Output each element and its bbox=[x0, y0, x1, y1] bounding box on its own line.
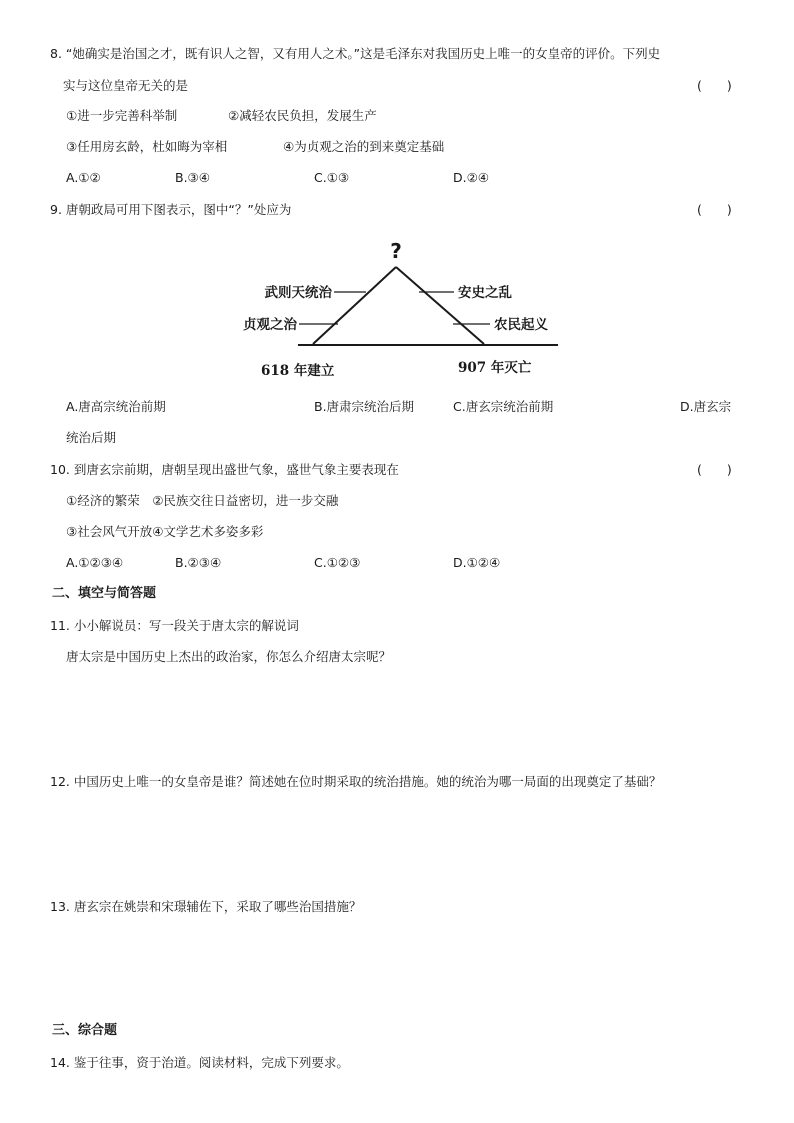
q9-option-c: C.唐玄宗统治前期 bbox=[453, 399, 554, 414]
q10-option-d: D.①②④ bbox=[453, 555, 501, 570]
q8-option-c: C.①③ bbox=[314, 170, 350, 185]
q8-option-d: D.②④ bbox=[453, 170, 490, 185]
q13-stem: 13. 唐玄宗在姚崇和宋璟辅佐下，采取了哪些治国措施？ bbox=[50, 899, 362, 914]
q8-option-b: B.③④ bbox=[175, 170, 210, 185]
q8-item-3: ③任用房玄龄，杜如晦为宰相 bbox=[66, 139, 228, 154]
q8-option-a: A.①② bbox=[66, 170, 101, 185]
q8-stem-line1: 8. “她确实是治国之才，既有识人之智，又有用人之术。”这是毛泽东对我国历史上唯一的女皇帝的评价。下列史 bbox=[50, 46, 661, 61]
q9-option-d-wrap: 统治后期 bbox=[66, 430, 117, 445]
triangle-shape bbox=[298, 267, 558, 345]
q10-option-a: A.①②③④ bbox=[66, 555, 124, 570]
q9-stem: 9. 唐朝政局可用下图表示，图中“？”处应为 bbox=[50, 202, 292, 217]
left-slope bbox=[313, 267, 396, 344]
q8-stem-line2: 实与这位皇帝无关的是 bbox=[63, 78, 189, 93]
diagram-right-upper-label: 安史之乱 bbox=[458, 285, 512, 301]
q10-answer-paren: ( ) bbox=[697, 462, 732, 477]
right-slope bbox=[396, 267, 484, 344]
q11-stem: 11. 小小解说员：写一段关于唐太宗的解说词 bbox=[50, 618, 299, 633]
tang-timeline-diagram bbox=[0, 230, 794, 390]
q9-answer-paren: ( ) bbox=[697, 202, 732, 217]
q8-answer-paren: ( ) bbox=[697, 78, 732, 93]
q8-item-1: ①进一步完善科举制 bbox=[66, 108, 178, 123]
q9-option-a: A.唐高宗统治前期 bbox=[66, 399, 166, 414]
q10-option-b: B.②③④ bbox=[175, 555, 222, 570]
q10-items-line1: ①经济的繁荣 ②民族交往日益密切，进一步交融 bbox=[66, 493, 339, 508]
section3-heading: 三、综合题 bbox=[52, 1023, 118, 1038]
q8-item-4: ④为贞观之治的到来奠定基础 bbox=[283, 139, 445, 154]
diagram-start-label: 618 年建立 bbox=[261, 363, 335, 379]
q9-option-b: B.唐肃宗统治后期 bbox=[314, 399, 415, 414]
q10-items-line2: ③社会风气开放④文学艺术多姿多彩 bbox=[66, 524, 264, 539]
q8-item-2: ②减轻农民负担，发展生产 bbox=[228, 108, 377, 123]
q10-stem: 10. 到唐玄宗前期，唐朝呈现出盛世气象，盛世气象主要表现在 bbox=[50, 462, 399, 477]
diagram-left-lower-label: 贞观之治 bbox=[243, 317, 297, 333]
q10-option-c: C.①②③ bbox=[314, 555, 361, 570]
q9-option-d: D.唐玄宗 bbox=[680, 399, 732, 414]
q14-stem: 14. 鉴于往事，资于治道。阅读材料，完成下列要求。 bbox=[50, 1055, 349, 1070]
diagram-apex-label: ? bbox=[390, 239, 402, 263]
q11-subquestion: 唐太宗是中国历史上杰出的政治家，你怎么介绍唐太宗呢？ bbox=[66, 649, 392, 664]
q12-stem: 12. 中国历史上唯一的女皇帝是谁？简述她在位时期采取的统治措施。她的统治为哪一局面的出现奠定了基础？ bbox=[50, 774, 662, 789]
diagram-left-upper-label: 武则天统治 bbox=[264, 285, 332, 301]
diagram-right-lower-label: 农民起义 bbox=[494, 317, 548, 333]
section2-heading: 二、填空与简答题 bbox=[52, 586, 157, 601]
diagram-end-label: 907 年灭亡 bbox=[458, 360, 532, 376]
